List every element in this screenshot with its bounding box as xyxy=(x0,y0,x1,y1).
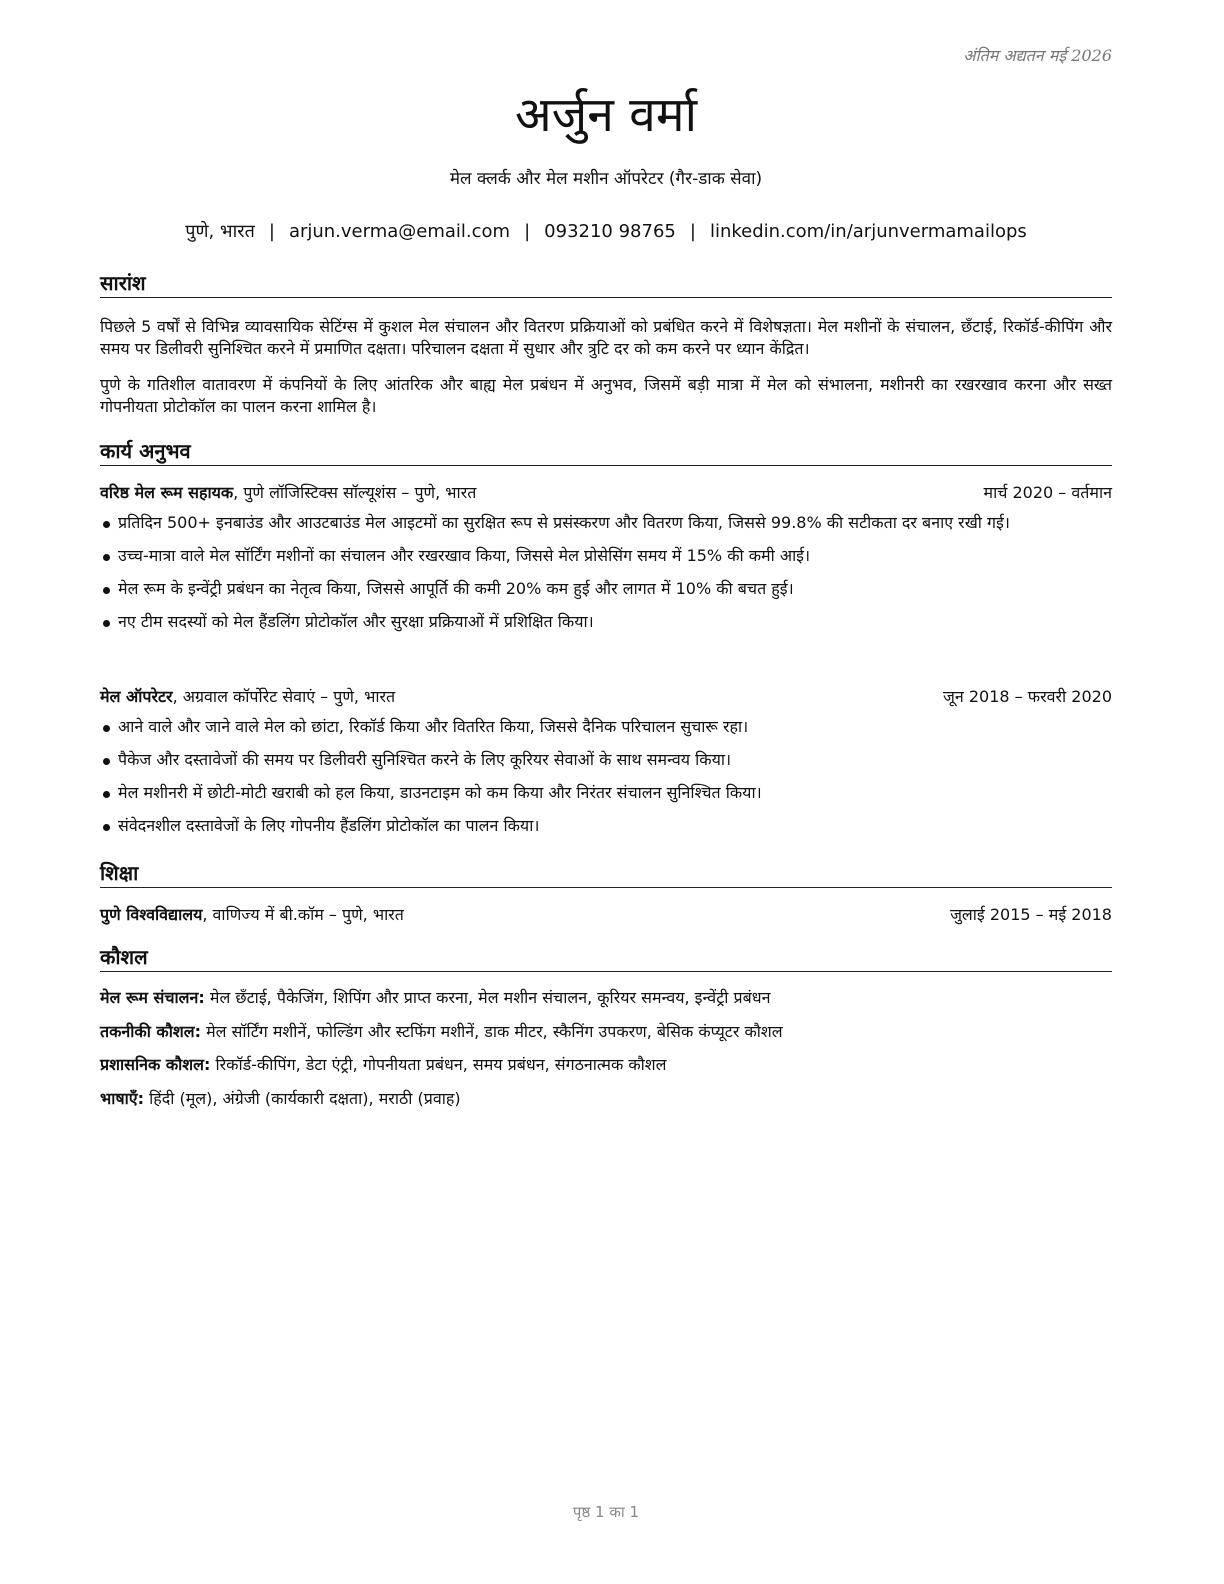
section-title-skills: कौशल xyxy=(100,944,1112,972)
list-item: संवेदनशील दस्तावेजों के लिए गोपनीय हैंडलिंग प्रोटोकॉल का पालन किया। xyxy=(100,815,1112,837)
skill-value: मेल छँटाई, पैकेजिंग, शिपिंग और प्राप्त करना, मेल मशीन संचालन, कूरियर समन्वय, इन्वेंट्री प्रबंधन xyxy=(204,988,771,1007)
skill-line xyxy=(100,1054,1112,1076)
skill-line xyxy=(100,987,1112,1009)
job-org: , पुणे लॉजिस्टिक्स सॉल्यूशंस – पुणे, भारत xyxy=(233,483,477,502)
skill-line xyxy=(100,1021,1112,1043)
skill-label: तकनीकी कौशल: xyxy=(100,1022,201,1041)
list-item: मेल रूम के इन्वेंट्री प्रबंधन का नेतृत्व किया, जिससे आपूर्ति की कमी 20% कम हुई और लागत में 10% की बचत हुई। xyxy=(100,578,1112,600)
resume-page xyxy=(100,0,1112,1584)
contact-email[interactable]: arjun.verma@email.com xyxy=(288,221,511,242)
contact-separator: | xyxy=(524,221,531,242)
education-school: पुणे विश्वविद्यालय xyxy=(100,905,203,924)
section-title-education: शिक्षा xyxy=(100,860,1112,888)
summary-paragraph: पिछले 5 वर्षों से विभिन्न व्यावसायिक सेटिंग्स में कुशल मेल संचालन और वितरण प्रक्रियाओं को प्रबंधित करने में विशेषज्ञता। मेल मशीनों के संचालन, छँटाई, रिकॉर्ड-कीपिंग और समय पर डिलीवरी सुनिश्चित करने में प्रमाणित दक्षता। परिचालन दक्षता में सुधार और त्रुटि दर को कम करने पर ध्यान केंद्रित। xyxy=(100,317,1112,358)
section-title-summary: सारांश xyxy=(100,270,1112,298)
contact-location: पुणे, भारत xyxy=(185,221,255,242)
skill-line xyxy=(100,1088,1112,1110)
job-role: वरिष्ठ मेल रूम सहायक xyxy=(100,483,234,502)
skill-label: मेल रूम संचालन: xyxy=(100,988,205,1007)
skill-value: हिंदी (मूल), अंग्रेजी (कार्यकारी दक्षता), मराठी (प्रवाह) xyxy=(144,1089,461,1108)
education-degree: , वाणिज्य में बी.कॉम – पुणे, भारत xyxy=(202,905,404,924)
skill-value: रिकॉर्ड-कीपिंग, डेटा एंट्री, गोपनीयता प्रबंधन, समय प्रबंधन, संगठनात्मक कौशल xyxy=(210,1055,667,1074)
list-item: नए टीम सदस्यों को मेल हैंडलिंग प्रोटोकॉल और सुरक्षा प्रक्रियाओं में प्रशिक्षित किया। xyxy=(100,611,1112,633)
headline: मेल क्लर्क और मेल मशीन ऑपरेटर (गैर-डाक सेवा) xyxy=(449,169,763,189)
job-dates: मार्च 2020 – वर्तमान xyxy=(983,483,1112,502)
list-item: पैकेज और दस्तावेजों की समय पर डिलीवरी सुनिश्चित करने के लिए कूरियर सेवाओं के साथ समन्वय किया। xyxy=(100,749,1112,771)
list-item: उच्च-मात्रा वाले मेल सॉर्टिंग मशीनों का संचालन और रखरखाव किया, जिससे मेल प्रोसेसिंग समय में 15% की कमी आई। xyxy=(100,545,1112,567)
list-item: आने वाले और जाने वाले मेल को छांटा, रिकॉर्ड किया और वितरित किया, जिससे दैनिक परिचालन सुचारू रहा। xyxy=(100,716,1112,738)
skill-label: भाषाएँ: xyxy=(100,1089,145,1108)
contact-phone: 093210 98765 xyxy=(544,221,676,242)
job-bullets xyxy=(100,716,1112,848)
education-entry xyxy=(100,904,1112,926)
list-item: प्रतिदिन 500+ इनबाउंड और आउटबाउंड मेल आइटमों का सुरक्षित रूप से प्रसंस्करण और वितरण किया, जिससे 99.8% की सटीकता दर बनाए रखी गई। xyxy=(100,512,1112,534)
skill-label: प्रशासनिक कौशल: xyxy=(100,1055,211,1074)
job-header xyxy=(100,482,1112,504)
list-item: मेल मशीनरी में छोटी-मोटी खराबी को हल किया, डाउनटाइम को कम किया और निरंतर संचालन सुनिश्चित किया। xyxy=(100,782,1112,804)
contact-linkedin[interactable]: linkedin.com/in/arjunvermamailops xyxy=(709,221,1027,242)
education-dates: जुलाई 2015 – मई 2018 xyxy=(950,905,1112,924)
skill-value: मेल सॉर्टिंग मशीनें, फोल्डिंग और स्टफिंग मशीनें, डाक मीटर, स्कैनिंग उपकरण, बेसिक कंप्यूटर कौशल xyxy=(201,1022,783,1041)
job-header xyxy=(100,686,1112,708)
job-bullets xyxy=(100,512,1112,644)
last-updated: अंतिम अद्यतन मई 2026 xyxy=(963,46,1112,65)
job-role: मेल ऑपरेटर xyxy=(100,687,173,706)
job-org: , अग्रवाल कॉर्पोरेट सेवाएं – पुणे, भारत xyxy=(172,687,396,706)
contact-separator: | xyxy=(689,221,696,242)
page-number: पृष्ठ 1 का 1 xyxy=(572,1503,640,1521)
summary-paragraph: पुणे के गतिशील वातावरण में कंपनियों के लिए आंतरिक और बाह्य मेल प्रबंधन में अनुभव, जिसमें बड़ी मात्रा में मेल को संभालना, मशीनरी का रखरखाव करना और सख्त गोपनीयता प्रोटोकॉल का पालन करना शामिल है। xyxy=(100,375,1112,416)
contact-separator: | xyxy=(268,221,275,242)
contact-line xyxy=(100,219,1112,243)
candidate-name: अर्जुन वर्मा xyxy=(514,87,697,143)
section-title-experience: कार्य अनुभव xyxy=(100,438,1112,466)
job-dates: जून 2018 – फरवरी 2020 xyxy=(943,687,1112,706)
